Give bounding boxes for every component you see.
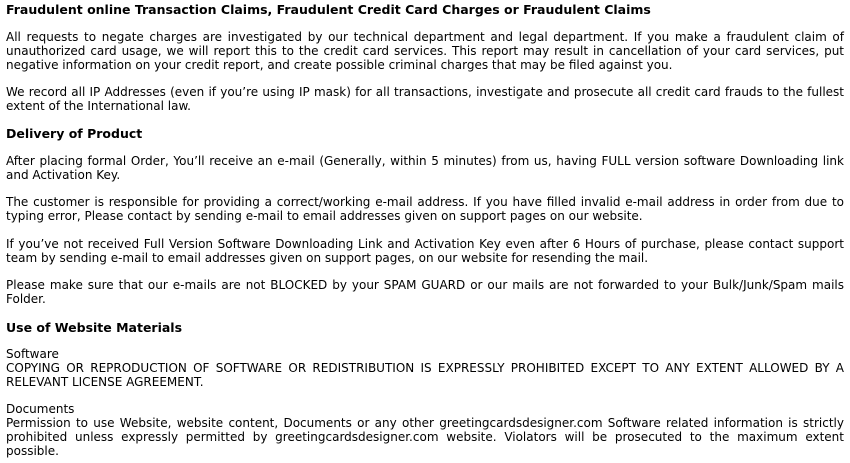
fraud-heading: Fraudulent online Transaction Claims, Fraudulent Credit Card Charges or Fraudulent Claims — [6, 2, 651, 17]
delivery-heading: Delivery of Product — [6, 126, 143, 141]
delivery-paragraph-4: Please make sure that our e-mails are not BLOCKED by your SPAM GUARD or our mails are not forwarded to your Bulk/Junk/Spam mails Folder. — [6, 278, 844, 306]
materials-heading: Use of Website Materials — [6, 320, 183, 335]
documents-label: Documents — [6, 402, 75, 416]
software-block — [6, 347, 844, 389]
documents-text: Permission to use Website, website content, Documents or any other greetingcardsdesigner.com Software related information is strictly prohibited unless expressly permitted by greetingcardsdesigner.com website. Violators will be prosecuted to the maximum extent possible. — [6, 416, 844, 458]
delivery-paragraph-2: The customer is responsible for providing a correct/working e-mail address. If you have filled invalid e-mail address in order from due to typing error, Please contact by sending e-mail to email addresses given on support pages on our website. — [6, 195, 844, 223]
software-label: Software — [6, 347, 59, 361]
software-text: COPYING OR REPRODUCTION OF SOFTWARE OR REDISTRIBUTION IS EXPRESSLY PROHIBITED EXCEPT TO ANY EXTENT ALLOWED BY A RELEVANT LICENSE AGREEMENT. — [6, 361, 844, 389]
documents-block — [6, 402, 844, 458]
delivery-paragraph-1: After placing formal Order, You’ll receive an e-mail (Generally, within 5 minutes) from us, having FULL version software Downloading link and Activation Key. — [6, 154, 844, 182]
fraud-paragraph-1: All requests to negate charges are investigated by our technical department and legal department. If you make a fraudulent claim of unauthorized card usage, we will report this to the credit card services. This report may result in cancellation of your card services, put negative information on your credit report, and create possible criminal charges that may be filed against you. — [6, 30, 844, 72]
fraud-paragraph-2: We record all IP Addresses (even if you’re using IP mask) for all transactions, investigate and prosecute all credit card frauds to the fullest extent of the International law. — [6, 85, 844, 113]
delivery-paragraph-3: If you’ve not received Full Version Software Downloading Link and Activation Key even after 6 Hours of purchase, please contact support team by sending e-mail to email addresses given on support pages, on our website for resending the mail. — [6, 237, 844, 265]
